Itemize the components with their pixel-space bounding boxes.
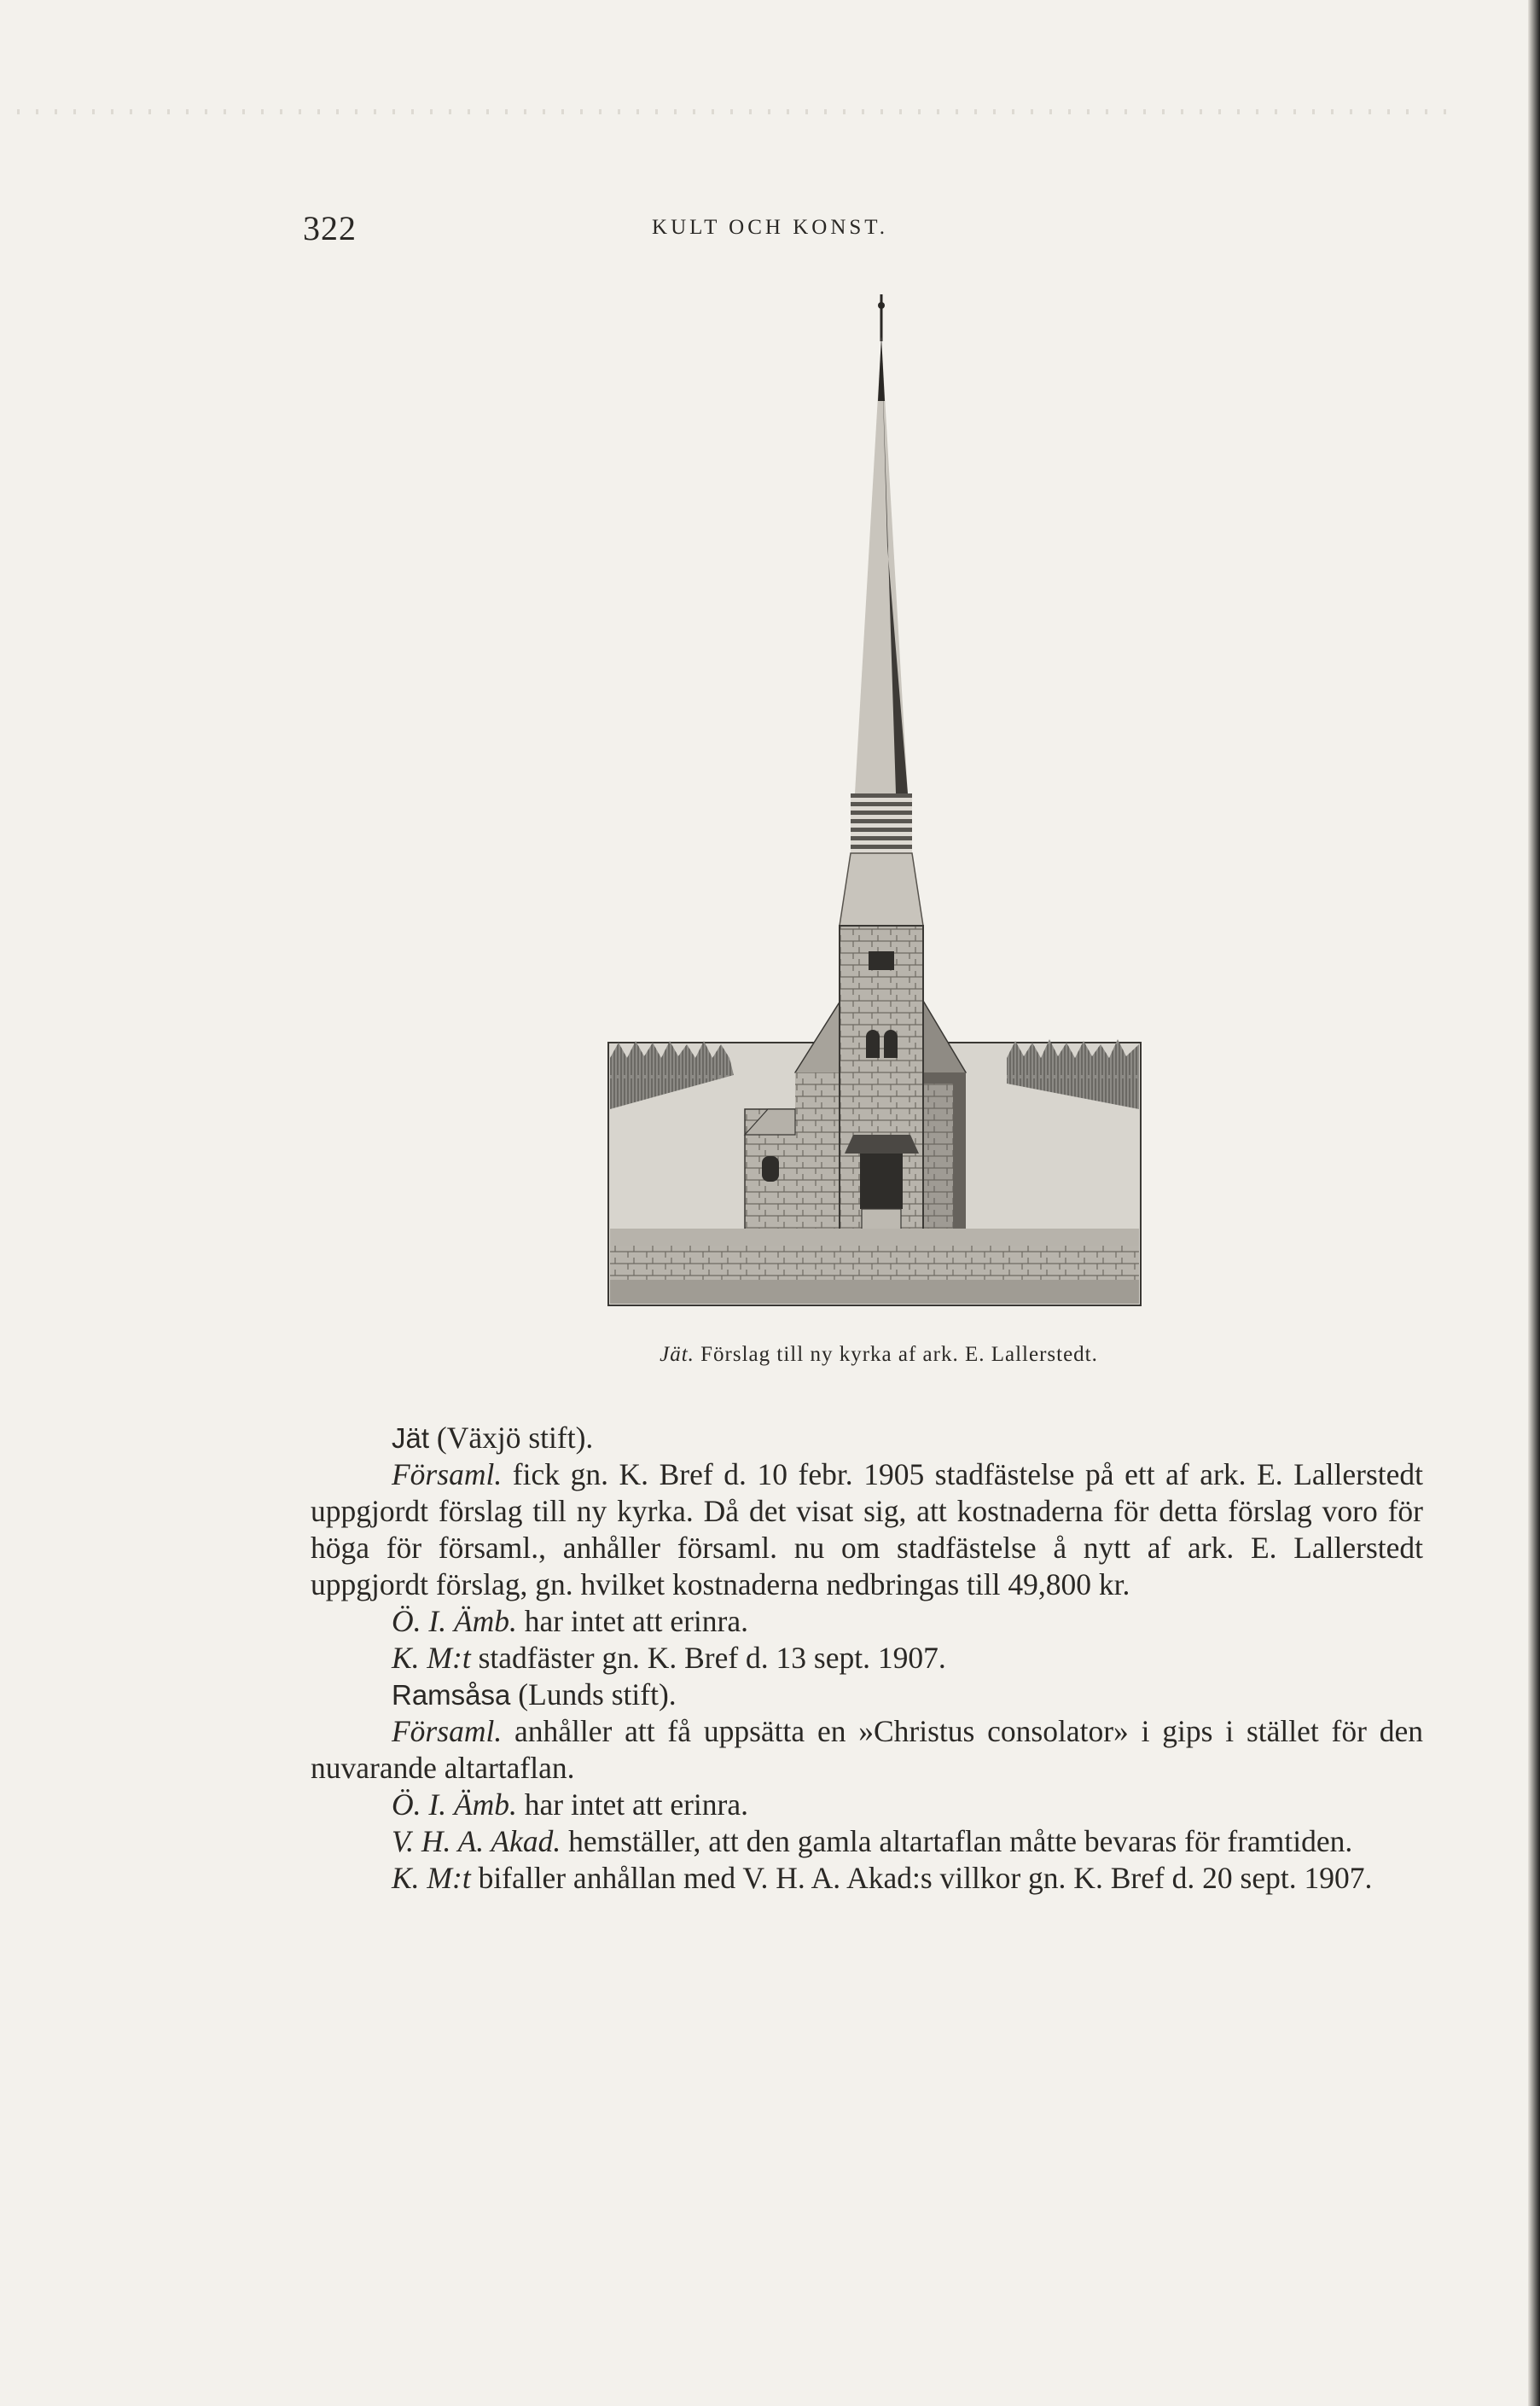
print-dots-decoration: [17, 109, 1450, 114]
figure-caption: [0, 1343, 1540, 1367]
paragraph-subject: Ö. I. Ämb.: [392, 1604, 517, 1638]
church-drawing: [606, 290, 1143, 1314]
paragraph-subject: Församl.: [392, 1714, 503, 1748]
page-number: 322: [303, 209, 357, 247]
paragraph: [311, 1823, 1423, 1860]
paragraph-subject: V. H. A. Akad.: [392, 1824, 561, 1858]
entry-heading-ramsasa: [311, 1677, 1423, 1713]
paragraph: [311, 1787, 1423, 1823]
caption-italic: Jät.: [660, 1343, 694, 1366]
paragraph-text: har intet att erinra.: [524, 1787, 748, 1822]
page-edge-shadow: [1528, 0, 1540, 2406]
diocese: (Växjö stift).: [436, 1421, 594, 1455]
paragraph: [311, 1603, 1423, 1640]
paragraph-subject: Ö. I. Ämb.: [392, 1787, 517, 1822]
place-name: Jät: [392, 1422, 430, 1454]
paragraph-text: anhåller att få uppsätta en »Christus consolator» i gips i stället för den nuvarande altartaflan.: [311, 1714, 1423, 1785]
diocese: (Lunds stift).: [518, 1677, 677, 1712]
paragraph: [311, 1456, 1423, 1603]
paragraph-subject: Församl.: [392, 1457, 503, 1491]
running-title: KULT OCH KONST.: [652, 216, 888, 239]
paragraph-text: hemställer, att den gamla altartaflan måtte bevaras för framtiden.: [568, 1824, 1353, 1858]
entry-heading-jat: [311, 1420, 1423, 1456]
paragraph-subject: K. M:t: [392, 1641, 471, 1675]
caption-text: Förslag till ny kyrka af ark. E. Lallerstedt.: [700, 1343, 1098, 1366]
body-text: [311, 1420, 1423, 1897]
paragraph-subject: K. M:t: [392, 1861, 471, 1895]
paragraph-text: har intet att erinra.: [524, 1604, 748, 1638]
paragraph: [311, 1860, 1423, 1897]
paragraph-text: fick gn. K. Bref d. 10 febr. 1905 stadfästelse på ett af ark. E. Lallerstedt uppgjordt förslag till ny kyrka. Då det visat sig, att kostnaderna för detta förslag voro för höga för församl., anhåller församl. nu om stadfästelse å nytt af ark. E. Lallerstedt uppgjordt förslag, gn. hvilket kostnaderna nedbringas till 49,800 kr.: [311, 1457, 1424, 1601]
paragraph-text: stadfäster gn. K. Bref d. 13 sept. 1907.: [478, 1641, 946, 1675]
paragraph-text: bifaller anhållan med V. H. A. Akad:s villkor gn. K. Bref d. 20 sept. 1907.: [478, 1861, 1373, 1895]
paragraph: [311, 1640, 1423, 1677]
paragraph: [311, 1713, 1423, 1787]
place-name: Ramsåsa: [392, 1679, 511, 1711]
